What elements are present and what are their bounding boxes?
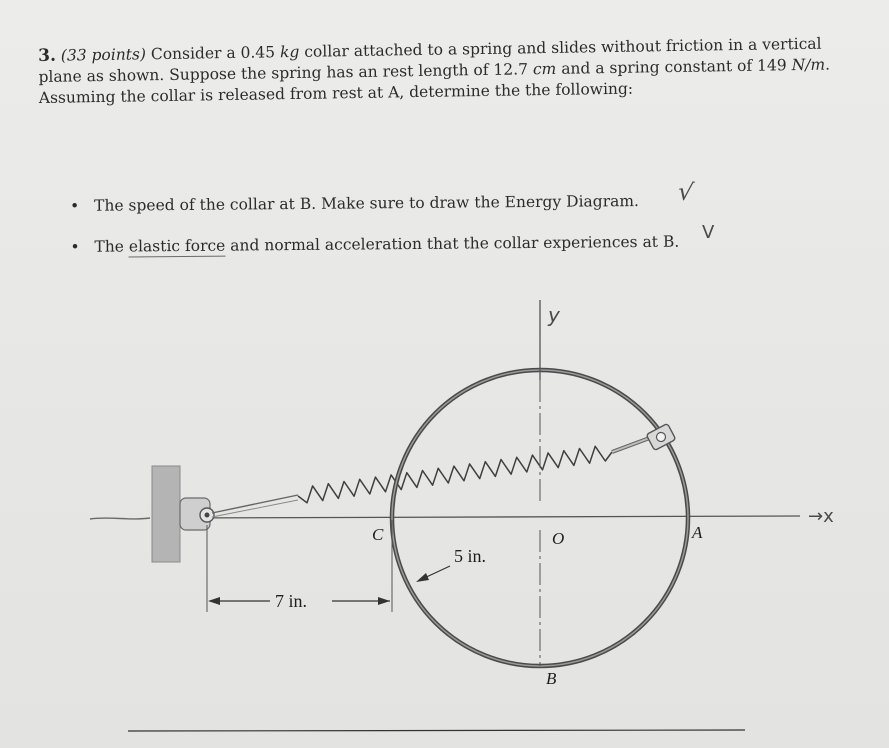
label-a: A [692,523,703,542]
radius-arrow-head [416,573,429,582]
problem-text-3: and a spring constant of 149 [561,56,787,78]
label-distance: 7 in. [275,591,308,611]
bullet-dot-icon: • [70,196,80,215]
handwritten-check-2: V [702,222,715,243]
label-o: O [552,529,565,548]
label-radius: 5 in. [454,546,487,566]
bullet-dot-icon: • [70,237,80,256]
task-text-force-post: and normal acceleration that the collar experiences at B. [225,232,680,255]
unit-nm: N/m [791,55,826,75]
dim-7in-arrow-left [208,597,220,605]
dim-7in-arrow-right [378,597,390,605]
handwritten-check-1: √ [676,177,696,207]
problem-text-2: collar attached to a spring and slides without friction in a vertical plane as shown. Suppose the spring has an rest length of 12.7 [38,34,822,86]
spring-leader [212,495,298,513]
handwritten-y-label: y [548,303,560,327]
spring-coils [298,446,612,503]
task-text-force-pre: The [94,237,129,256]
task-text-speed: The speed of the collar at B. Make sure to draw the Energy Diagram. [94,192,640,215]
x-axis-hand-left [90,518,150,519]
problem-text-1: Consider a 0.45 [150,43,276,64]
pivot-center [205,513,210,518]
problem-text-4: . Assuming the collar is released from rest at A, determine the the following: [38,55,831,107]
unit-kg: kg [279,42,300,62]
x-axis-line [180,516,800,518]
label-c: C [372,525,384,544]
handwritten-x-label: →x [808,506,834,527]
wall-mount [152,466,180,562]
label-b: B [546,669,557,688]
bottom-rule [128,730,745,731]
problem-number: 3. [38,45,57,66]
problem-points: (33 points) [60,45,147,65]
task-text-force-underlined: elastic force [128,236,226,256]
spring-leader-2 [212,500,298,517]
unit-cm: cm [532,59,557,79]
